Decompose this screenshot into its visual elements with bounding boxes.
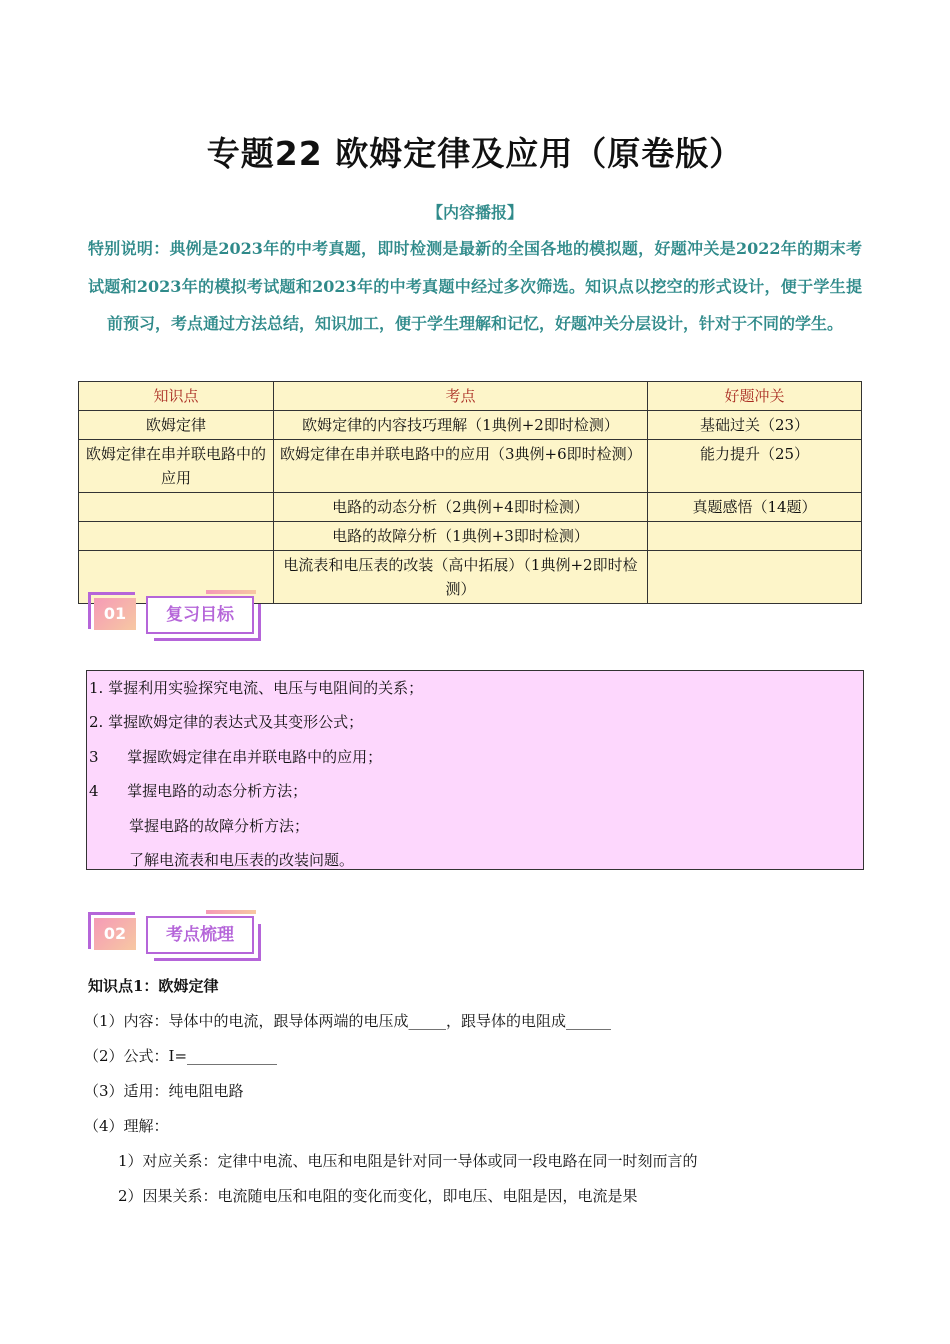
table-row (79, 522, 862, 551)
table-cell (79, 522, 274, 551)
table-header: 考点 (274, 382, 648, 411)
goal-item: 了解电流表和电压表的改装问题。 (129, 851, 355, 869)
table-cell: 欧姆定律的内容技巧理解（1典例+2即时检测） (274, 411, 648, 440)
table-row (79, 411, 862, 440)
knowledge-line: （2）公式：I=____________ (84, 1047, 278, 1065)
table-cell: 欧姆定律 (79, 411, 274, 440)
goal-item: 2. 掌握欧姆定律的表达式及其变形公式； (89, 713, 364, 731)
table-cell: 欧姆定律在串并联电路中的应用 (79, 440, 274, 493)
table-header: 好题冲关 (648, 382, 862, 411)
section-label: 考点梳理 (146, 916, 254, 954)
table-cell: 基础过关（23） (648, 411, 862, 440)
goal-item: 4 掌握电路的动态分析方法； (89, 782, 308, 800)
goal-item: 1. 掌握利用实验探究电流、电压与电阻间的关系； (89, 679, 424, 697)
table-header-row (79, 382, 862, 411)
section-number: 02 (94, 918, 136, 950)
knowledge-line: （1）内容：导体中的电流，跟导体两端的电压成_____，跟导体的电阻成______ (84, 1012, 612, 1030)
table-cell: 欧姆定律在串并联电路中的应用（3典例+6即时检测） (274, 440, 648, 493)
table-cell: 电路的动态分析（2典例+4即时检测） (274, 493, 648, 522)
section-badge-key-points (86, 908, 266, 964)
knowledge-heading: 知识点1：欧姆定律 (88, 977, 219, 995)
knowledge-subline: 2）因果关系：电流随电压和电阻的变化而变化，即电压、电阻是因，电流是果 (118, 1187, 638, 1205)
section-badge-review-goals (86, 588, 266, 644)
table-row (79, 493, 862, 522)
info-heading: 【内容播报】 (426, 203, 523, 222)
table-row (79, 440, 862, 493)
topic-table (78, 381, 862, 604)
goal-item: 掌握电路的故障分析方法； (129, 817, 310, 835)
goal-item: 3 掌握欧姆定律在串并联电路中的应用； (89, 748, 383, 766)
table-cell: 电流表和电压表的改装（高中拓展）（1典例+2即时检测） (274, 551, 648, 604)
table-cell (648, 522, 862, 551)
info-body: 特别说明：典例是2023年的中考真题，即时检测是最新的全国各地的模拟题，好题冲关是2022年的期末考试题和2023年的模拟考试题和2023年的中考真题中经过多次筛选。知识点以挖空的形式设计，便于学生提前预习，考点通过方法总结，知识加工，便于学生理解和记忆，好题冲关分层设计，针对于不同的学生。 (88, 239, 862, 333)
page-title: 专题22 欧姆定律及应用（原卷版） (206, 134, 744, 173)
knowledge-line: （3）适用：纯电阻电路 (84, 1082, 244, 1100)
knowledge-subline: 1）对应关系：定律中电流、电压和电阻是针对同一导体或同一段电路在同一时刻而言的 (118, 1152, 698, 1170)
table-cell (648, 551, 862, 604)
review-goals-box (86, 670, 864, 870)
table-cell (79, 493, 274, 522)
section-number: 01 (94, 598, 136, 630)
table-cell: 真题感悟（14题） (648, 493, 862, 522)
table-cell: 能力提升（25） (648, 440, 862, 493)
table-cell: 电路的故障分析（1典例+3即时检测） (274, 522, 648, 551)
section-label: 复习目标 (146, 596, 254, 634)
table-header: 知识点 (79, 382, 274, 411)
knowledge-line: （4）理解： (84, 1117, 169, 1135)
